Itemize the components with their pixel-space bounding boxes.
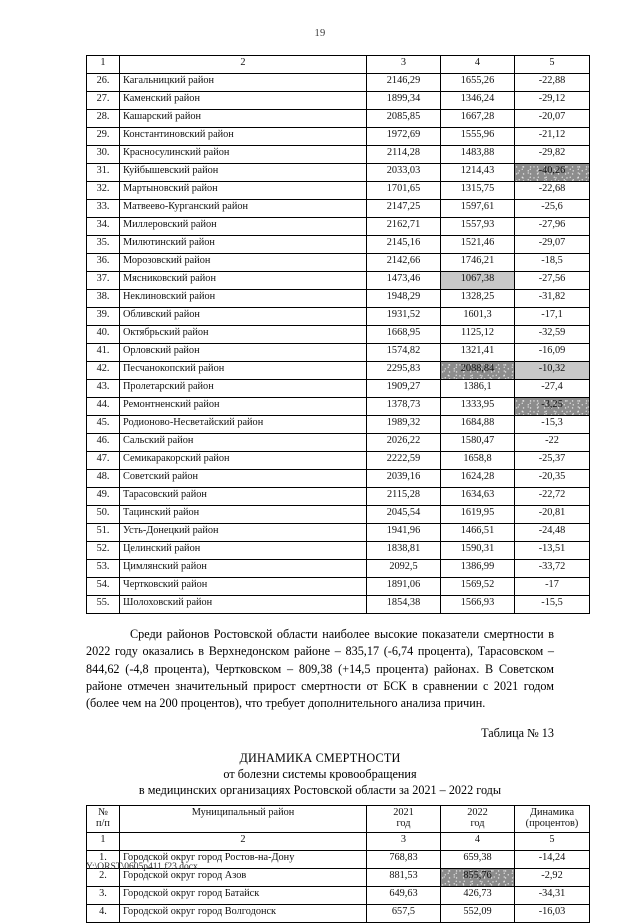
column-number-cell: 2 — [120, 56, 367, 74]
year-2022-cell: 1346,24 — [441, 92, 515, 110]
year-2022-cell: 1333,95 — [441, 398, 515, 416]
year-2022-cell: 1619,95 — [441, 506, 515, 524]
year-2021-cell: 1854,38 — [367, 596, 441, 614]
district-name-cell: Шолоховский район — [120, 596, 367, 614]
table-row — [87, 524, 590, 542]
column-number-cell: 5 — [515, 56, 590, 74]
dynamics-cell: -34,31 — [515, 886, 590, 904]
dynamics-cell: -29,07 — [515, 236, 590, 254]
year-2022-cell: 1315,75 — [441, 182, 515, 200]
district-name-cell: Ремонтненский район — [120, 398, 367, 416]
column-number-cell: 3 — [367, 56, 441, 74]
year-2022-cell: 1321,41 — [441, 344, 515, 362]
year-2021-cell: 1378,73 — [367, 398, 441, 416]
dynamics-cell: -13,51 — [515, 542, 590, 560]
dynamics-cell: -24,48 — [515, 524, 590, 542]
year-2021-cell: 1931,52 — [367, 308, 441, 326]
dynamics-cell: -22,72 — [515, 488, 590, 506]
year-2022-cell: 1386,99 — [441, 560, 515, 578]
year-2022-cell: 1214,43 — [441, 164, 515, 182]
table-row — [87, 344, 590, 362]
row-number-cell: 35. — [87, 236, 120, 254]
row-number-cell: 38. — [87, 290, 120, 308]
dynamics-cell: -16,03 — [515, 904, 590, 922]
dynamics-cell: -20,07 — [515, 110, 590, 128]
row-number-cell: 40. — [87, 326, 120, 344]
year-2021-cell: 1972,69 — [367, 128, 441, 146]
header-district — [120, 805, 367, 832]
table-row — [87, 596, 590, 614]
table-row — [87, 886, 590, 904]
district-name-cell: Милютинский район — [120, 236, 367, 254]
district-name-cell: Родионово-Несветайский район — [120, 416, 367, 434]
year-2022-cell: 1667,28 — [441, 110, 515, 128]
district-name-cell: Городской округ город Батайск — [120, 886, 367, 904]
district-name-cell: Городской округ город Волгодонск — [120, 904, 367, 922]
year-2022-cell: 1067,38 — [441, 272, 515, 290]
table-row — [87, 416, 590, 434]
district-name-cell: Куйбышевский район — [120, 164, 367, 182]
header-dynamics-line: Динамика — [529, 806, 575, 818]
table-row — [87, 542, 590, 560]
table-body-12 — [87, 56, 590, 614]
table-row — [87, 560, 590, 578]
table-13-label: Таблица № 13 — [481, 725, 554, 740]
year-2021-cell: 1948,29 — [367, 290, 441, 308]
header-2021 — [367, 805, 441, 832]
column-number-cell: 4 — [441, 56, 515, 74]
year-2022-cell: 1566,93 — [441, 596, 515, 614]
district-name-cell: Городской округ город Ростов-на-Дону — [120, 850, 367, 868]
dynamics-cell: -16,09 — [515, 344, 590, 362]
header-2022-line: 2022 — [467, 806, 488, 818]
header-2021-line: 2021 — [393, 806, 414, 818]
row-number-cell: 32. — [87, 182, 120, 200]
dynamics-cell: -29,12 — [515, 92, 590, 110]
table-row — [87, 506, 590, 524]
header-no-line: № — [98, 806, 108, 818]
row-number-cell: 36. — [87, 254, 120, 272]
district-name-cell: Тацинский район — [120, 506, 367, 524]
row-number-cell: 27. — [87, 92, 120, 110]
row-number-cell: 1. — [87, 850, 120, 868]
year-2022-cell: 1634,63 — [441, 488, 515, 506]
district-name-cell: Неклиновский район — [120, 290, 367, 308]
year-2022-cell: 1466,51 — [441, 524, 515, 542]
dynamics-cell: -25,6 — [515, 200, 590, 218]
year-2021-cell: 2295,83 — [367, 362, 441, 380]
row-number-cell: 4. — [87, 904, 120, 922]
district-name-cell: Мясниковский район — [120, 272, 367, 290]
year-2021-cell: 768,83 — [367, 850, 441, 868]
table-row — [87, 74, 590, 92]
row-number-cell: 53. — [87, 560, 120, 578]
row-number-cell: 41. — [87, 344, 120, 362]
year-2022-cell: 1328,25 — [441, 290, 515, 308]
year-2021-cell: 2222,59 — [367, 452, 441, 470]
row-number-cell: 26. — [87, 74, 120, 92]
year-2022-cell: 1590,31 — [441, 542, 515, 560]
row-number-cell: 54. — [87, 578, 120, 596]
year-2021-cell: 1668,95 — [367, 326, 441, 344]
dynamics-cell: -2,92 — [515, 868, 590, 886]
header-dynamics-line: (процентов) — [525, 818, 579, 830]
table-13-header-row — [87, 805, 590, 832]
district-name-cell: Пролетарский район — [120, 380, 367, 398]
district-name-cell: Миллеровский район — [120, 218, 367, 236]
row-number-cell: 31. — [87, 164, 120, 182]
district-name-cell: Октябрьский район — [120, 326, 367, 344]
row-number-cell: 43. — [87, 380, 120, 398]
dynamics-cell: -17,1 — [515, 308, 590, 326]
row-number-cell: 42. — [87, 362, 120, 380]
row-number-cell: 48. — [87, 470, 120, 488]
year-2021-cell: 1941,96 — [367, 524, 441, 542]
table-row — [87, 380, 590, 398]
year-2022-cell: 1386,1 — [441, 380, 515, 398]
year-2021-cell: 1899,34 — [367, 92, 441, 110]
year-2022-cell: 855,76 — [441, 868, 515, 886]
column-number-row — [87, 56, 590, 74]
year-2022-cell: 1483,88 — [441, 146, 515, 164]
dynamics-cell: -22,88 — [515, 74, 590, 92]
row-number-cell: 50. — [87, 506, 120, 524]
district-name-cell: Обливский район — [120, 308, 367, 326]
row-number-cell: 28. — [87, 110, 120, 128]
row-number-cell: 37. — [87, 272, 120, 290]
year-2022-cell: 2088,84 — [441, 362, 515, 380]
district-name-cell: Усть-Донецкий район — [120, 524, 367, 542]
table-row — [87, 434, 590, 452]
column-number-cell: 1 — [87, 56, 120, 74]
dynamics-cell: -18,5 — [515, 254, 590, 272]
year-2022-cell: 1658,8 — [441, 452, 515, 470]
column-number-cell: 5 — [515, 832, 590, 850]
district-name-cell: Константиновский район — [120, 128, 367, 146]
dynamics-cell: -27,96 — [515, 218, 590, 236]
table-row — [87, 92, 590, 110]
year-2022-cell: 1125,12 — [441, 326, 515, 344]
year-2022-cell: 1746,21 — [441, 254, 515, 272]
table-row — [87, 254, 590, 272]
year-2022-cell: 659,38 — [441, 850, 515, 868]
district-name-cell: Цимлянский район — [120, 560, 367, 578]
district-name-cell: Мартыновский район — [120, 182, 367, 200]
year-2021-cell: 2147,25 — [367, 200, 441, 218]
column-number-cell: 4 — [441, 832, 515, 850]
year-2021-cell: 881,53 — [367, 868, 441, 886]
row-number-cell: 45. — [87, 416, 120, 434]
dynamics-cell: -25,37 — [515, 452, 590, 470]
district-name-cell: Кагальницкий район — [120, 74, 367, 92]
table-row — [87, 128, 590, 146]
district-name-cell: Песчанокопский район — [120, 362, 367, 380]
table-13-title — [86, 750, 554, 798]
row-number-cell: 29. — [87, 128, 120, 146]
dynamics-cell: -32,59 — [515, 326, 590, 344]
year-2021-cell: 1891,06 — [367, 578, 441, 596]
dynamics-cell: -15,3 — [515, 416, 590, 434]
table-13-title-line1: ДИНАМИКА СМЕРТНОСТИ — [239, 750, 401, 765]
district-name-cell: Чертковский район — [120, 578, 367, 596]
column-number-cell: 2 — [120, 832, 367, 850]
year-2021-cell: 2162,71 — [367, 218, 441, 236]
table-row — [87, 452, 590, 470]
year-2021-cell: 2026,22 — [367, 434, 441, 452]
column-number-cell: 1 — [87, 832, 120, 850]
row-number-cell: 47. — [87, 452, 120, 470]
year-2022-cell: 1684,88 — [441, 416, 515, 434]
district-name-cell: Красносулинский район — [120, 146, 367, 164]
year-2022-cell: 1597,61 — [441, 200, 515, 218]
table-row — [87, 488, 590, 506]
table-row — [87, 398, 590, 416]
year-2022-cell: 1580,47 — [441, 434, 515, 452]
dynamics-cell: -15,5 — [515, 596, 590, 614]
table-row — [87, 218, 590, 236]
header-no — [87, 805, 120, 832]
year-2021-cell: 2039,16 — [367, 470, 441, 488]
year-2021-cell: 2145,16 — [367, 236, 441, 254]
year-2022-cell: 1521,46 — [441, 236, 515, 254]
page-number: 19 — [314, 28, 326, 39]
header-2022 — [441, 805, 515, 832]
year-2021-cell: 2085,85 — [367, 110, 441, 128]
dynamics-cell: -14,24 — [515, 850, 590, 868]
year-2021-cell: 2142,66 — [367, 254, 441, 272]
dynamics-cell: -20,35 — [515, 470, 590, 488]
table-row — [87, 470, 590, 488]
dynamics-cell: -31,82 — [515, 290, 590, 308]
dynamics-cell: -17 — [515, 578, 590, 596]
year-2022-cell: 1624,28 — [441, 470, 515, 488]
district-name-cell: Семикаракорский район — [120, 452, 367, 470]
table-row — [87, 236, 590, 254]
table-row — [87, 308, 590, 326]
dynamics-cell: -33,72 — [515, 560, 590, 578]
year-2021-cell: 2092,5 — [367, 560, 441, 578]
row-number-cell: 33. — [87, 200, 120, 218]
table-row — [87, 110, 590, 128]
column-number-cell: 3 — [367, 832, 441, 850]
dynamics-cell: -20,81 — [515, 506, 590, 524]
dynamics-cell: -29,82 — [515, 146, 590, 164]
year-2021-cell: 1838,81 — [367, 542, 441, 560]
district-name-cell: Кашарский район — [120, 110, 367, 128]
table-row — [87, 182, 590, 200]
dynamics-cell: -10,32 — [515, 362, 590, 380]
year-2021-cell: 2033,03 — [367, 164, 441, 182]
table-row — [87, 904, 590, 922]
row-number-cell: 3. — [87, 886, 120, 904]
table-row — [87, 164, 590, 182]
table-13-title-line2: от болезни системы кровообращения — [223, 766, 417, 781]
year-2022-cell: 552,09 — [441, 904, 515, 922]
year-2021-cell: 2114,28 — [367, 146, 441, 164]
year-2021-cell: 2045,54 — [367, 506, 441, 524]
district-name-cell: Сальский район — [120, 434, 367, 452]
header-dynamics — [515, 805, 590, 832]
year-2021-cell: 1473,46 — [367, 272, 441, 290]
analysis-paragraph: Среди районов Ростовской области наиболее высокие показатели смертности в 2022 году оказались в Верхнедонском районе – 835,17 (-6,74 процента), Тарасовском – 844,62 (-4,8 процента), Чертковском – 809,38 (+14,5 процента) районах. В Советском районе отмечен значительный прирост смертности от БСК в сравнении с 2021 годом (более чем на 200 процентов), что требует дополнительного анализа причин. — [86, 627, 554, 711]
year-2021-cell: 649,63 — [367, 886, 441, 904]
year-2022-cell: 1569,52 — [441, 578, 515, 596]
footer-file-path: Y:\ORST\0605p411.f23.docx — [86, 862, 198, 872]
header-2021-line: год — [396, 818, 411, 830]
year-2022-cell: 426,73 — [441, 886, 515, 904]
dynamics-cell: -40,26 — [515, 164, 590, 182]
year-2021-cell: 1574,82 — [367, 344, 441, 362]
district-name-cell: Советский район — [120, 470, 367, 488]
year-2021-cell: 657,5 — [367, 904, 441, 922]
district-name-cell: Целинский район — [120, 542, 367, 560]
row-number-cell: 39. — [87, 308, 120, 326]
district-name-cell: Орловский район — [120, 344, 367, 362]
table-row — [87, 200, 590, 218]
row-number-cell: 46. — [87, 434, 120, 452]
dynamics-cell: -22,68 — [515, 182, 590, 200]
row-number-cell: 2. — [87, 868, 120, 886]
row-number-cell: 30. — [87, 146, 120, 164]
header-2022-line: год — [470, 818, 485, 830]
header-district-line: Муниципальный район — [191, 806, 295, 818]
district-name-cell: Городской округ город Азов — [120, 868, 367, 886]
row-number-cell: 55. — [87, 596, 120, 614]
year-2022-cell: 1555,96 — [441, 128, 515, 146]
year-2022-cell: 1601,3 — [441, 308, 515, 326]
table-13-column-number-row — [87, 832, 590, 850]
table-13-title-line3: в медицинских организациях Ростовской области за 2021 – 2022 годы — [138, 782, 502, 797]
table-row — [87, 146, 590, 164]
year-2021-cell: 1989,32 — [367, 416, 441, 434]
table-row — [87, 362, 590, 380]
table-row — [87, 290, 590, 308]
table-row — [87, 272, 590, 290]
table-row — [87, 326, 590, 344]
district-name-cell: Каменский район — [120, 92, 367, 110]
year-2022-cell: 1557,93 — [441, 218, 515, 236]
district-name-cell: Тарасовский район — [120, 488, 367, 506]
mortality-table-continued — [86, 55, 590, 614]
row-number-cell: 52. — [87, 542, 120, 560]
table-row — [87, 578, 590, 596]
row-number-cell: 34. — [87, 218, 120, 236]
dynamics-cell: -21,12 — [515, 128, 590, 146]
dynamics-cell: -27,4 — [515, 380, 590, 398]
dynamics-cell: -27,56 — [515, 272, 590, 290]
row-number-cell: 51. — [87, 524, 120, 542]
district-name-cell: Морозовский район — [120, 254, 367, 272]
year-2021-cell: 2115,28 — [367, 488, 441, 506]
year-2021-cell: 1909,27 — [367, 380, 441, 398]
header-no-line: п/п — [96, 818, 110, 830]
year-2022-cell: 1655,26 — [441, 74, 515, 92]
page-content — [86, 55, 579, 923]
dynamics-cell: -22 — [515, 434, 590, 452]
dynamics-cell: -3,25 — [515, 398, 590, 416]
year-2021-cell: 1701,65 — [367, 182, 441, 200]
year-2021-cell: 2146,29 — [367, 74, 441, 92]
row-number-cell: 44. — [87, 398, 120, 416]
district-name-cell: Матвеево-Курганский район — [120, 200, 367, 218]
row-number-cell: 49. — [87, 488, 120, 506]
